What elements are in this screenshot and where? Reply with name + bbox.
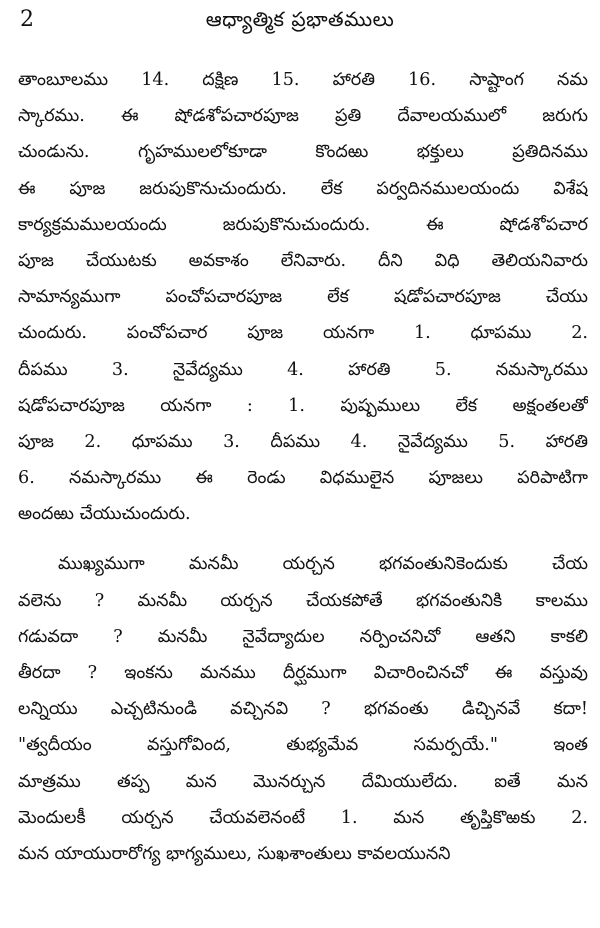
text-line: పూజ 2. ధూపము 3. దీపము 4. నైవేద్యము 5. హారతి — [18, 431, 588, 452]
text-line: చుండును. గృహములలోకూడా కొందఱు భక్తులు ప్రతిదినము — [18, 142, 588, 163]
paragraph-1 — [18, 62, 588, 532]
running-title: ఆధ్యాత్మిక ప్రభాతములు — [205, 7, 395, 31]
text-line: సామాన్యముగా పంచోపచారపూజ లేక షడోపచారపూజ చేయు — [18, 287, 588, 308]
text-line: అందఱు చేయుచుందురు. — [18, 504, 191, 525]
text-line: మెందులకీ యర్చన చేయవలెనంటే 1. మన తృప్తికొఱకు 2. — [18, 807, 588, 828]
text-line: పూజ చేయుటకు అవకాశం లేనివారు. దీని విధి తెలియనివారు — [18, 250, 588, 271]
text-line: స్కారము. ఈ షోడశోపచారపూజ ప్రతి దేవాలయములో జరుగు — [18, 106, 588, 127]
text-line: తాంబూలము 14. దక్షిణ 15. హారతి 16. సాష్టాంగ నమ — [18, 70, 588, 90]
text-line: ఈ పూజ జరుపుకొనుచుందురు. లేక పర్వదినములయందు విశేష — [18, 178, 588, 199]
body-text — [18, 62, 588, 872]
text-line: కార్యక్రమములయందు జరుపుకొనుచుందురు. ఈ షోడశోపచార — [18, 214, 588, 235]
text-line: 6. నమస్కారము ఈ రెండు విధములైన పూజలు పరిపాటిగా — [18, 468, 588, 489]
text-line: దీపము 3. నైవేద్యము 4. హారతి 5. నమస్కారము — [18, 359, 588, 380]
paragraph-2 — [18, 546, 588, 872]
text-line: మన యాయురారోగ్య భాగ్యములు, సుఖశాంతులు కావలయునని — [18, 843, 451, 864]
text-line: ముఖ్యముగా మనమీ యర్చన భగవంతునికెందుకు చేయ — [58, 554, 588, 575]
text-line: తీరదా ? ఇంకను మనము దీర్ఘముగా విచారించినచో ఈ వస్తువు — [18, 663, 588, 683]
text-line: "త్వదీయం వస్తుగోవింద, తుభ్యమేవ సమర్పయే." ఇంత — [18, 735, 588, 756]
paragraph-gap — [18, 532, 588, 546]
text-line: మాత్రము తప్ప మన మొనర్చున దేమియులేదు. ఐతే మన — [18, 771, 588, 792]
text-line: గడువదా ? మనమీ నైవేద్యాదుల నర్పించనిచో ఆతని కాకలి — [18, 626, 588, 647]
text-line: లన్నియు ఎచ్చటినుండి వచ్చినవి ? భగవంతు డిచ్చినవే కదా! — [18, 699, 588, 720]
text-line: చుందురు. పంచోపచార పూజ యనగా 1. ధూపము 2. — [18, 323, 588, 344]
page-number: 2 — [20, 7, 34, 32]
page-header — [18, 0, 582, 44]
text-line: షడోపచారపూజ యనగా : 1. పుష్పములు లేక అక్షంతలతో — [18, 395, 588, 416]
text-line: వలెను ? మనమీ యర్చన చేయకపోతే భగవంతునికి కాలము — [18, 590, 588, 611]
